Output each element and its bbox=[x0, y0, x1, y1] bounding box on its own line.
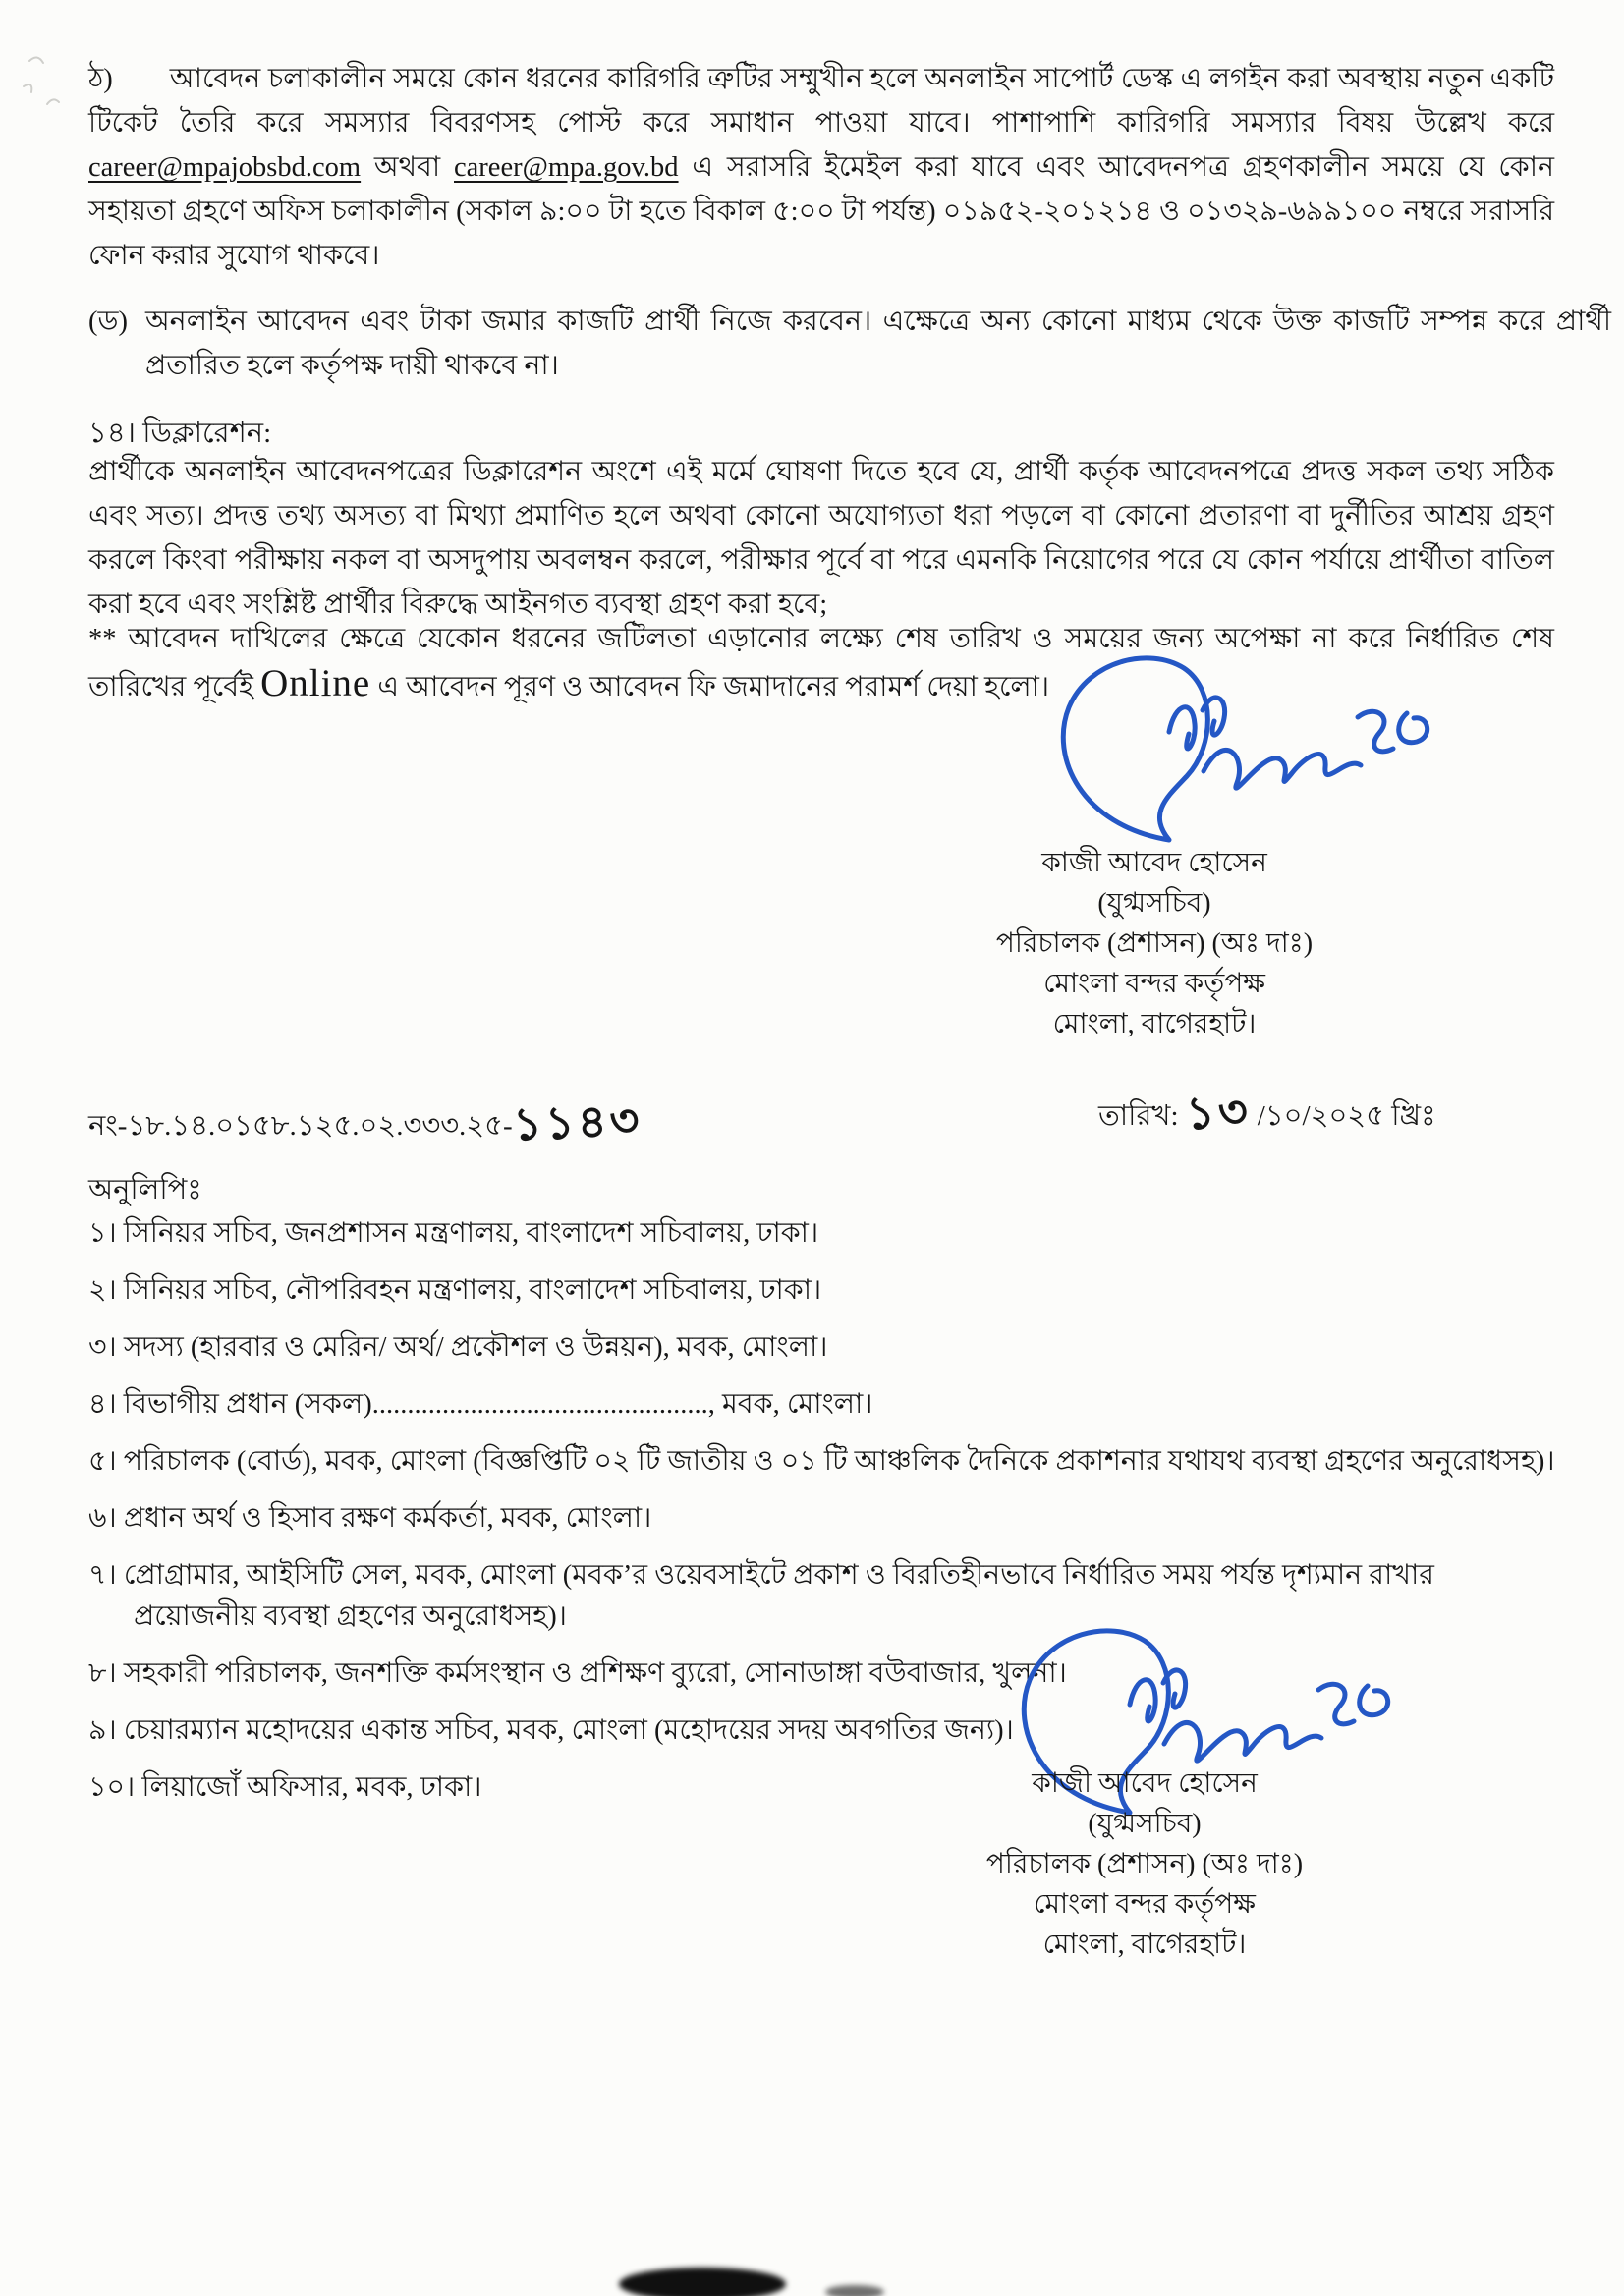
distribution-item: ৫। পরিচালক (বোর্ড), মবক, মোংলা (বিজ্ঞপ্তিটি ০২ টি জাতীয় ও ০১ টি আঞ্চলিক দৈনিকে প্রকাশনার যথাযথ ব্যবস্থা গ্রহণের অনুরোধসহ)। bbox=[88, 1446, 1555, 1477]
memo-number-handwritten: ১১৪৩ bbox=[511, 1092, 643, 1151]
distribution-item: ৭। প্রোগ্রামার, আইসিটি সেল, মবক, মোংলা (মবক’র ওয়েবসাইটে প্রকাশ ও বিরতিহীনভাবে নির্ধারিত সময় পর্যন্ত দৃশ্যমান রাখার প্রয়োজনীয় ব্যবস্থা গ্রহণের অনুরোধসহ)। bbox=[88, 1560, 1434, 1632]
declaration-paragraph: প্রার্থীকে অনলাইন আবেদনপত্রের ডিক্লারেশন অংশে এই মর্মে ঘোষণা দিতে হবে যে, প্রার্থী কর্তৃক আবেদনপত্রে প্রদত্ত সকল তথ্য সঠিক এবং সত্য। প্রদত্ত তথ্য অসত্য বা মিথ্যা প্রমাণিত হলে অথবা কোনো অযোগ্যতা ধরা পড়লে বা কোনো প্রতারণা বা দুর্নীতির আশ্রয় গ্রহণ করলে কিংবা পরীক্ষায় নকল বা অসদুপায় অবলম্বন করলে, পরীক্ষার পূর্বে বা পরে এমনকি নিয়োগের পরে যে কোন পর্যায়ে প্রার্থীতা বাতিল করা হবে এবং সংশ্লিষ্ট প্রার্থীর বিরুদ্ধে আইনগত ব্যবস্থা গ্রহণ করা হবে; bbox=[88, 457, 1554, 620]
distribution-item: ১০। লিয়াজোঁ অফিসার, মবক, ঢাকা। bbox=[88, 1772, 482, 1803]
signatory-designation: (যুগ্মসচিব) bbox=[1097, 888, 1211, 919]
paragraph-marker: (ড) bbox=[88, 307, 128, 337]
signatory-location: মোংলা, বাগেরহাট। bbox=[1052, 1009, 1257, 1039]
scan-smudge bbox=[619, 2268, 786, 2296]
signature-block bbox=[914, 1764, 1375, 1965]
date-handwritten: ১৩ bbox=[1184, 1084, 1252, 1141]
signatory-organization: মোংলা বন্দর কর্তৃপক্ষ bbox=[1034, 1889, 1256, 1920]
scan-smudge bbox=[825, 2285, 884, 2296]
paragraph-marker: ঠ) bbox=[88, 64, 113, 94]
signatory-designation: (যুগ্মসচিব) bbox=[1088, 1809, 1202, 1839]
paragraph-text: অথবা bbox=[361, 152, 454, 183]
memo-number-printed: নং-১৮.১৪.০১৫৮.১২৫.০২.৩৩৩.২৫- bbox=[88, 1110, 513, 1142]
online-word: Online bbox=[260, 662, 371, 704]
phone-numbers: ০১৯৫২-২০১২১৪ ও ০১৩২৯-৬৯৯১০০ bbox=[942, 196, 1397, 227]
note-text: আবেদন দাখিলের ক্ষেত্রে যেকোন ধরনের জটিলতা এড়ানোর লক্ষ্যে শেষ তারিখ ও সময়ের জন্য অপেক্ষা না করে নির্ধারিত শেষ তারিখের পূর্বেই bbox=[88, 624, 1554, 702]
signatory-title: পরিচালক (প্রশাসন) (অঃ দাঃ) bbox=[995, 928, 1314, 959]
paragraph-self-application bbox=[88, 300, 1611, 388]
paragraph-text: এ সরাসরি ইমেইল করা যাবে এবং আবেদনপত্র গ্রহণকালীন সময়ে যে কোন সহায়তা গ্রহণে অফিস চলাকালীন (সকাল ৯:০০ টা হতে বিকাল ৫:০০ টা পর্যন্ত) bbox=[88, 152, 1554, 227]
signatory-organization: মোংলা বন্দর কর্তৃপক্ষ bbox=[1043, 969, 1265, 999]
declaration-heading: ১৪। ডিক্লারেশন: bbox=[88, 418, 272, 449]
signature-block bbox=[924, 843, 1385, 1044]
signature-ink bbox=[1022, 639, 1434, 850]
paragraph-text: আবেদন চলাকালীন সময়ে কোন ধরনের কারিগরি ত্রুটির সম্মুখীন হলে অনলাইন সাপোর্ট ডেস্ক এ লগইন করা অবস্থায় নতুন একটি টিকেট তৈরি করে সমস্যার বিবরণসহ পোস্ট করে সমাধান পাওয়া যাবে। পাশাপাশি কারিগরি সমস্যার বিষয় উল্লেখ করে bbox=[88, 64, 1554, 139]
distribution-item: ২। সিনিয়র সচিব, নৌপরিবহন মন্ত্রণালয়, বাংলাদেশ সচিবালয়, ঢাকা। bbox=[88, 1275, 822, 1306]
paragraph-text: নম্বরে সরাসরি ফোন করার সুযোগ থাকবে। bbox=[88, 196, 1555, 271]
signatory-location: মোংলা, বাগেরহাট। bbox=[1042, 1930, 1247, 1960]
distribution-item: ৩। সদস্য (হারবার ও মেরিন/ অর্থ/ প্রকৌশল ও উন্নয়ন), মবক, মোংলা। bbox=[88, 1332, 828, 1363]
memo-date-row bbox=[1098, 1076, 1436, 1150]
email-link-mpajobsbd: career@mpajobsbd.com bbox=[88, 152, 362, 183]
distribution-item: ১। সিনিয়র সচিব, জনপ্রশাসন মন্ত্রণালয়, বাংলাদেশ সচিবালয়, ঢাকা। bbox=[88, 1218, 819, 1249]
note-asterisks: ** bbox=[88, 624, 117, 654]
paragraph-technical-support bbox=[88, 57, 1554, 278]
distribution-heading: অনুলিপিঃ bbox=[88, 1174, 202, 1205]
signatory-name: কাজী আবেদ হোসেন bbox=[1041, 848, 1267, 878]
memo-number-row bbox=[88, 1086, 642, 1160]
note-text: এ আবেদন পূরণ ও আবেদন ফি জমাদানের পরামর্শ দেয়া হলো। bbox=[370, 672, 1050, 702]
email-link-mpa-gov: career@mpa.gov.bd bbox=[454, 152, 679, 183]
date-label: তারিখ: bbox=[1098, 1100, 1186, 1132]
distribution-item: ৬। প্রধান অর্থ ও হিসাব রক্ষণ কর্মকর্তা, মবক, মোংলা। bbox=[88, 1503, 652, 1534]
signatory-title: পরিচালক (প্রশাসন) (অঃ দাঃ) bbox=[985, 1849, 1304, 1879]
date-printed: /১০/২০২৫ খ্রিঃ bbox=[1250, 1100, 1436, 1132]
distribution-item: ৯। চেয়ারম্যান মহোদয়ের একান্ত সচিব, মবক, মোংলা (মহোদয়ের সদয় অবগতির জন্য)। bbox=[88, 1715, 1014, 1746]
paragraph-text: অনলাইন আবেদন এবং টাকা জমার কাজটি প্রার্থী নিজে করবেন। এক্ষেত্রে অন্য কোনো মাধ্যম থেকে উক্ত কাজটি সম্পন্ন করে প্রার্থী প্রতারিত হলে কর্তৃপক্ষ দায়ী থাকবে না। bbox=[145, 307, 1611, 381]
signatory-name: কাজী আবেদ হোসেন bbox=[1032, 1768, 1258, 1799]
distribution-item: ৪। বিভাগীয় প্রধান (সকল)................................................, মবক, মোংলা। bbox=[88, 1389, 873, 1420]
distribution-item: ৮। সহকারী পরিচালক, জনশক্তি কর্মসংস্থান ও প্রশিক্ষণ ব্যুরো, সোনাডাঙ্গা বউবাজার, খুলনা। bbox=[88, 1658, 1067, 1689]
